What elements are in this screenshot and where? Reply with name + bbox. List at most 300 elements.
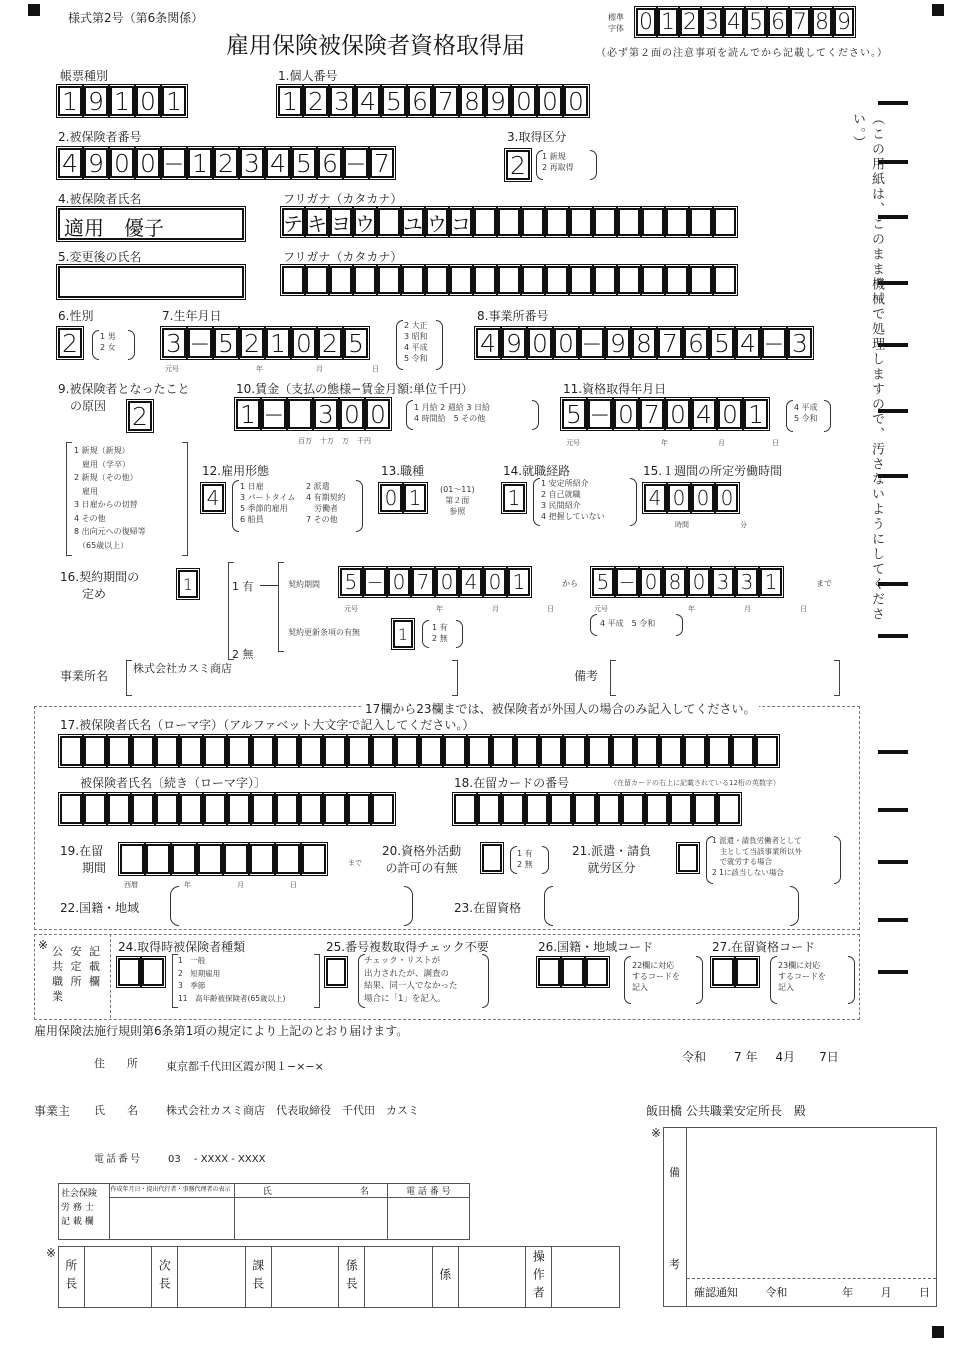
digit-box[interactable]: 3 bbox=[314, 399, 338, 429]
digit-box[interactable]: 0 bbox=[668, 484, 690, 512]
digit-box[interactable]: 4 bbox=[476, 328, 500, 358]
bracket bbox=[456, 620, 463, 648]
digit-box[interactable]: 1 bbox=[278, 86, 302, 116]
char-box[interactable] bbox=[156, 736, 178, 766]
stamp-cell[interactable] bbox=[552, 1247, 620, 1308]
digit-box[interactable]: 8 bbox=[664, 568, 686, 596]
char-box[interactable] bbox=[132, 736, 154, 766]
char-box[interactable] bbox=[300, 736, 322, 766]
digit-box[interactable]: 3 bbox=[330, 86, 354, 116]
digit-box[interactable]: 6 bbox=[684, 328, 708, 358]
char-box[interactable] bbox=[120, 844, 144, 874]
digit-box[interactable] bbox=[666, 266, 688, 294]
digit-box[interactable] bbox=[594, 266, 616, 294]
digit-box[interactable] bbox=[450, 266, 472, 294]
char-box[interactable] bbox=[276, 736, 298, 766]
birthdate-input[interactable] bbox=[162, 328, 368, 358]
digit-box[interactable] bbox=[474, 266, 496, 294]
digit-box[interactable]: 0 bbox=[528, 328, 552, 358]
digit-box[interactable]: 9 bbox=[834, 8, 854, 36]
digit-box[interactable]: 2 bbox=[240, 328, 264, 358]
char-box[interactable] bbox=[718, 794, 740, 824]
digit-box[interactable]: 9 bbox=[84, 148, 108, 178]
insured-number-label: 2.被保険者番号 bbox=[58, 130, 142, 144]
char-box[interactable] bbox=[586, 958, 608, 986]
char-box[interactable] bbox=[454, 794, 476, 824]
digit-box[interactable] bbox=[354, 266, 376, 294]
gender-label: 6.性別 bbox=[58, 309, 94, 323]
gender-input[interactable]: 2 bbox=[58, 328, 82, 358]
digit-box[interactable]: 5 bbox=[344, 328, 368, 358]
digit-box[interactable]: 4 bbox=[266, 148, 290, 178]
residence-status-input[interactable] bbox=[554, 890, 790, 920]
bracket bbox=[590, 150, 597, 180]
digit-box[interactable]: 0 bbox=[366, 399, 390, 429]
digit-box[interactable]: 0 bbox=[136, 86, 160, 116]
option-line: 1 派遣・請負労働者として bbox=[712, 836, 802, 845]
until-suffix: まで bbox=[348, 859, 362, 867]
sharoshi-side-label: 社会保険 労 務 士 記 載 欄 bbox=[59, 1184, 110, 1240]
digit-box[interactable] bbox=[378, 208, 400, 236]
bracket bbox=[66, 442, 72, 556]
digit-box[interactable]: 2 bbox=[304, 86, 328, 116]
digit-box[interactable] bbox=[642, 208, 664, 236]
digit-box[interactable]: 0 bbox=[110, 148, 134, 178]
bracket bbox=[436, 320, 443, 370]
char-box[interactable] bbox=[468, 736, 490, 766]
char-box[interactable] bbox=[228, 736, 250, 766]
digit-box[interactable]: 0 bbox=[340, 399, 364, 429]
digit-box[interactable]: 6 bbox=[768, 8, 788, 36]
char-box[interactable] bbox=[60, 736, 82, 766]
digit-box[interactable]: 1 bbox=[508, 568, 530, 596]
renewal-label: 契約更新条項の有無 bbox=[288, 628, 360, 637]
registration-mark-top-left bbox=[28, 4, 40, 16]
office-name-label: 事業所名 bbox=[60, 669, 109, 683]
digit-box[interactable]: 1 bbox=[236, 399, 260, 429]
digit-box[interactable]: 5 bbox=[340, 568, 362, 596]
char-box[interactable] bbox=[198, 844, 222, 874]
ledger-type-input[interactable] bbox=[58, 86, 186, 116]
digit-box[interactable] bbox=[498, 208, 520, 236]
bracket bbox=[848, 956, 855, 1004]
digit-box[interactable]: 8 bbox=[632, 328, 656, 358]
residence-card-input[interactable] bbox=[454, 794, 740, 824]
char-box[interactable] bbox=[516, 736, 538, 766]
char-box[interactable] bbox=[276, 794, 298, 824]
digit-box[interactable]: 0 bbox=[692, 484, 714, 512]
digit-box[interactable] bbox=[330, 266, 352, 294]
era-caption: 元号 bbox=[165, 365, 179, 373]
acquisition-date-input[interactable] bbox=[562, 399, 768, 429]
wage-input[interactable] bbox=[236, 399, 390, 429]
digit-box[interactable]: − bbox=[263, 399, 285, 429]
employment-type-input[interactable]: 4 bbox=[202, 484, 224, 512]
digit-box[interactable] bbox=[282, 266, 304, 294]
remarks-input[interactable] bbox=[616, 662, 834, 692]
duplicate-check-input[interactable] bbox=[326, 958, 346, 986]
digit-box[interactable]: 6 bbox=[408, 86, 432, 116]
insured-type-label: 24.取得時被保険者種類 bbox=[118, 940, 246, 954]
changed-name-input[interactable] bbox=[58, 266, 244, 298]
digit-box[interactable]: 4 bbox=[356, 86, 380, 116]
job-route-input[interactable]: 1 bbox=[503, 484, 525, 512]
digit-box[interactable]: 0 bbox=[666, 399, 690, 429]
char-box[interactable] bbox=[180, 794, 202, 824]
weekly-hours-label: 15.１週間の所定労働時間 bbox=[643, 464, 783, 478]
option-line: 出力されたが、調査の bbox=[364, 968, 450, 979]
char-box[interactable] bbox=[712, 958, 734, 986]
digit-box[interactable] bbox=[714, 266, 736, 294]
digit-box[interactable]: 7 bbox=[434, 86, 458, 116]
digit-box[interactable]: 1 bbox=[744, 399, 768, 429]
digit-box[interactable]: 1 bbox=[188, 148, 212, 178]
digit-box[interactable] bbox=[594, 208, 616, 236]
digit-box[interactable] bbox=[690, 208, 712, 236]
digit-box[interactable]: 7 bbox=[790, 8, 810, 36]
digit-box[interactable] bbox=[570, 208, 592, 236]
char-box[interactable] bbox=[372, 794, 394, 824]
digit-box[interactable]: 7 bbox=[370, 148, 394, 178]
char-box[interactable] bbox=[252, 736, 274, 766]
cause-input[interactable]: 2 bbox=[128, 401, 152, 431]
digit-box[interactable]: 5 bbox=[710, 328, 734, 358]
char-box[interactable] bbox=[108, 794, 130, 824]
char-box[interactable] bbox=[348, 794, 370, 824]
char-box[interactable] bbox=[118, 958, 140, 986]
digit-box[interactable]: 5 bbox=[214, 328, 238, 358]
char-box[interactable] bbox=[372, 736, 394, 766]
nationality-code-input[interactable] bbox=[538, 958, 608, 986]
sharoshi-date-cell[interactable] bbox=[110, 1198, 234, 1240]
digit-box[interactable]: 1 bbox=[162, 86, 186, 116]
digit-box[interactable]: ウ bbox=[354, 208, 376, 236]
char-box[interactable] bbox=[108, 736, 130, 766]
digit-box[interactable]: 4 bbox=[736, 328, 760, 358]
occupation-label: 13.職種 bbox=[381, 464, 425, 478]
digit-box[interactable]: 0 bbox=[436, 568, 458, 596]
digit-box[interactable]: 5 bbox=[592, 568, 614, 596]
digit-box[interactable]: 0 bbox=[388, 568, 410, 596]
digit-box[interactable]: 1 bbox=[404, 484, 426, 512]
char-box[interactable] bbox=[324, 794, 346, 824]
char-box[interactable] bbox=[708, 736, 730, 766]
address-value: 東京都千代田区霞が関１−×−× bbox=[166, 1060, 324, 1073]
digit-box[interactable] bbox=[288, 399, 312, 429]
char-box[interactable] bbox=[540, 736, 562, 766]
digit-box[interactable]: 4 bbox=[724, 8, 744, 36]
char-box[interactable] bbox=[574, 794, 596, 824]
digit-box[interactable]: 4 bbox=[460, 568, 482, 596]
char-box[interactable] bbox=[660, 736, 682, 766]
char-box[interactable] bbox=[224, 844, 248, 874]
char-box[interactable] bbox=[300, 794, 322, 824]
option-line: 2 短期雇用 bbox=[178, 968, 221, 978]
char-box[interactable] bbox=[538, 958, 560, 986]
digit-box[interactable]: − bbox=[189, 328, 211, 358]
char-box[interactable] bbox=[736, 958, 758, 986]
char-box[interactable] bbox=[684, 736, 706, 766]
digit-box[interactable]: 3 bbox=[736, 568, 758, 596]
digit-box[interactable]: ユ bbox=[402, 208, 424, 236]
digit-box[interactable] bbox=[618, 266, 640, 294]
digit-box[interactable] bbox=[306, 266, 328, 294]
option-line: 5 令和 bbox=[404, 354, 428, 363]
char-box[interactable] bbox=[694, 794, 716, 824]
contract-end-date-input[interactable] bbox=[592, 568, 782, 596]
char-box[interactable] bbox=[302, 844, 326, 874]
digit-box[interactable]: 1 bbox=[658, 8, 678, 36]
char-box[interactable] bbox=[84, 736, 106, 766]
option-line: するコードを bbox=[778, 972, 826, 981]
char-box[interactable] bbox=[396, 736, 418, 766]
option-line: 2 新規（その他） bbox=[74, 473, 138, 482]
digit-box[interactable]: ウ bbox=[426, 208, 448, 236]
digit-box[interactable]: − bbox=[589, 399, 611, 429]
status-code-input[interactable] bbox=[712, 958, 758, 986]
approval-stamp-table bbox=[58, 1246, 620, 1308]
digit-box[interactable]: 0 bbox=[554, 328, 578, 358]
digit-box[interactable] bbox=[618, 208, 640, 236]
digit-box[interactable]: 3 bbox=[788, 328, 812, 358]
contract-start-date-input[interactable] bbox=[340, 568, 530, 596]
contract-period-input[interactable]: 1 bbox=[178, 570, 198, 598]
office-name-value[interactable]: 株式会社カスミ商店 bbox=[133, 662, 232, 675]
digit-box[interactable]: 5 bbox=[382, 86, 406, 116]
char-box[interactable] bbox=[228, 794, 250, 824]
timing-mark bbox=[878, 860, 908, 864]
digit-box[interactable]: 0 bbox=[564, 86, 588, 116]
digit-box[interactable] bbox=[570, 266, 592, 294]
stay-period-input[interactable] bbox=[120, 844, 326, 874]
char-box[interactable] bbox=[142, 958, 164, 986]
submission-date: 令和 7 年 4月 7日 bbox=[682, 1050, 839, 1064]
digit-box[interactable] bbox=[474, 208, 496, 236]
char-box[interactable] bbox=[550, 794, 572, 824]
digit-box[interactable] bbox=[714, 208, 736, 236]
office-use-mark: ※ bbox=[38, 938, 49, 952]
char-box[interactable] bbox=[526, 794, 548, 824]
stamp-cell[interactable] bbox=[84, 1247, 152, 1308]
sharoshi-phone-cell[interactable] bbox=[387, 1198, 469, 1240]
nationality-code-label: 26.国籍・地域コード bbox=[538, 940, 654, 954]
char-box[interactable] bbox=[588, 736, 610, 766]
roman-name-input[interactable] bbox=[60, 736, 778, 766]
option-line: するコードを bbox=[632, 972, 680, 981]
digit-box[interactable]: 0 bbox=[512, 86, 536, 116]
char-box[interactable] bbox=[636, 736, 658, 766]
acquisition-date-label: 11.資格取得年月日 bbox=[563, 382, 667, 396]
digit-box[interactable]: 5 bbox=[746, 8, 766, 36]
digit-box[interactable]: 9 bbox=[502, 328, 526, 358]
acquisition-type-input[interactable]: 2 bbox=[506, 150, 530, 180]
digit-box[interactable]: 1 bbox=[760, 568, 782, 596]
char-box[interactable] bbox=[670, 794, 692, 824]
char-box[interactable] bbox=[204, 736, 226, 766]
renewal-input[interactable]: 1 bbox=[393, 620, 413, 648]
year-caption: 年 bbox=[256, 365, 263, 373]
insured-type-input[interactable] bbox=[118, 958, 164, 986]
digit-box[interactable]: 7 bbox=[412, 568, 434, 596]
char-box[interactable] bbox=[564, 736, 586, 766]
bracket bbox=[624, 956, 631, 1004]
digit-box[interactable]: 8 bbox=[812, 8, 832, 36]
char-box[interactable] bbox=[276, 844, 300, 874]
digit-box[interactable]: − bbox=[763, 328, 785, 358]
digit-box[interactable] bbox=[378, 266, 400, 294]
digit-box[interactable]: − bbox=[616, 568, 638, 596]
digit-box[interactable]: コ bbox=[450, 208, 472, 236]
digit-box[interactable] bbox=[546, 266, 568, 294]
option-line: 3 季節 bbox=[178, 981, 206, 990]
char-box[interactable] bbox=[348, 736, 370, 766]
char-box[interactable] bbox=[132, 794, 154, 824]
digit-box[interactable]: 7 bbox=[658, 328, 682, 358]
char-box[interactable] bbox=[502, 794, 524, 824]
birthdate-label: 7.生年月日 bbox=[162, 309, 222, 323]
digit-box[interactable]: 3 bbox=[240, 148, 264, 178]
digit-box[interactable]: 0 bbox=[538, 86, 562, 116]
status-code-label: 27.在留資格コード bbox=[712, 940, 816, 954]
office-remarks-input[interactable] bbox=[688, 1130, 934, 1276]
digit-box[interactable]: 3 bbox=[702, 8, 722, 36]
char-box[interactable] bbox=[172, 844, 196, 874]
digit-box[interactable]: − bbox=[163, 148, 185, 178]
option-line: 4 平成 bbox=[794, 403, 818, 412]
stamp-cell[interactable] bbox=[271, 1247, 339, 1308]
insured-name-input[interactable]: 適用 優子 bbox=[58, 208, 244, 240]
sharoshi-col3-header: 電 話 番 号 bbox=[387, 1184, 469, 1198]
status-code-note bbox=[778, 960, 826, 993]
char-box[interactable] bbox=[646, 794, 668, 824]
digit-box[interactable]: 4 bbox=[58, 148, 82, 178]
digit-box[interactable]: 4 bbox=[692, 399, 716, 429]
personal-number-input[interactable] bbox=[278, 86, 588, 116]
digit-box[interactable]: 1 bbox=[266, 328, 290, 358]
digit-box[interactable]: 1 bbox=[110, 86, 134, 116]
digit-box[interactable] bbox=[498, 266, 520, 294]
digit-box[interactable]: キ bbox=[306, 208, 328, 236]
digit-box[interactable]: − bbox=[364, 568, 386, 596]
char-box[interactable] bbox=[756, 736, 778, 766]
contract-period-caption: 契約期間 bbox=[288, 580, 320, 589]
digit-box[interactable]: 9 bbox=[606, 328, 630, 358]
changed-furigana-input[interactable] bbox=[282, 266, 736, 294]
char-box[interactable] bbox=[156, 794, 178, 824]
confirmation-notice: 確認通知 令和 年 月 日 bbox=[694, 1286, 930, 1299]
digit-box[interactable]: 0 bbox=[636, 8, 656, 36]
digit-box[interactable]: 4 bbox=[644, 484, 666, 512]
digit-box[interactable] bbox=[522, 208, 544, 236]
contract-yes-option: 1 有 bbox=[232, 580, 254, 593]
digit-box[interactable]: 7 bbox=[640, 399, 664, 429]
char-box[interactable] bbox=[562, 958, 584, 986]
bracket bbox=[452, 660, 458, 696]
insured-number-input[interactable] bbox=[58, 148, 394, 178]
digit-box[interactable]: ヨ bbox=[330, 208, 352, 236]
occupation-input[interactable] bbox=[380, 484, 426, 512]
digit-box[interactable]: 2 bbox=[680, 8, 700, 36]
digit-box[interactable]: 0 bbox=[484, 568, 506, 596]
option-line: 3 パートタイム bbox=[240, 493, 296, 502]
nationality-input[interactable] bbox=[180, 890, 406, 920]
digit-box[interactable]: 0 bbox=[380, 484, 402, 512]
sharoshi-name-cell[interactable] bbox=[234, 1198, 387, 1240]
char-box[interactable] bbox=[612, 736, 634, 766]
digit-box[interactable]: 3 bbox=[712, 568, 734, 596]
char-box[interactable] bbox=[478, 794, 500, 824]
wage-units: 百万 十万 万 千円 bbox=[298, 437, 371, 445]
digit-box[interactable]: − bbox=[345, 148, 367, 178]
char-box[interactable] bbox=[492, 736, 514, 766]
weekly-hours-input[interactable] bbox=[644, 484, 738, 512]
char-box[interactable] bbox=[252, 794, 274, 824]
char-box[interactable] bbox=[420, 736, 442, 766]
side-notice: （この用紙は、このまま機械で処理しますので、汚さないようにしてください。） bbox=[850, 112, 884, 622]
digit-box[interactable]: 0 bbox=[640, 568, 662, 596]
digit-box[interactable]: − bbox=[581, 328, 603, 358]
digit-box[interactable]: 5 bbox=[292, 148, 316, 178]
activity-permit-input[interactable] bbox=[482, 844, 502, 872]
digit-box[interactable]: 0 bbox=[716, 484, 738, 512]
digit-box[interactable]: テ bbox=[282, 208, 304, 236]
digit-box[interactable] bbox=[402, 266, 424, 294]
char-box[interactable] bbox=[598, 794, 620, 824]
char-box[interactable] bbox=[204, 794, 226, 824]
digit-box[interactable] bbox=[426, 266, 448, 294]
furigana-input[interactable] bbox=[282, 208, 736, 236]
digit-box[interactable]: 8 bbox=[460, 86, 484, 116]
digit-box[interactable] bbox=[642, 266, 664, 294]
dispatch-input[interactable] bbox=[678, 844, 698, 872]
roman-name-continued-input[interactable] bbox=[60, 794, 394, 824]
char-box[interactable] bbox=[324, 736, 346, 766]
digit-box[interactable]: 9 bbox=[84, 86, 108, 116]
office-number-input[interactable] bbox=[476, 328, 812, 358]
char-box[interactable] bbox=[180, 736, 202, 766]
digit-box[interactable]: 2 bbox=[214, 148, 238, 178]
digit-box[interactable]: 5 bbox=[562, 399, 586, 429]
bracket bbox=[314, 954, 320, 1008]
digit-box[interactable] bbox=[522, 266, 544, 294]
bracket bbox=[630, 478, 637, 526]
char-box[interactable] bbox=[60, 794, 82, 824]
digit-box[interactable]: 0 bbox=[718, 399, 742, 429]
digit-box[interactable] bbox=[690, 266, 712, 294]
digit-box[interactable] bbox=[546, 208, 568, 236]
digit-box[interactable]: 3 bbox=[162, 328, 186, 358]
digit-box[interactable]: 6 bbox=[318, 148, 342, 178]
digit-box[interactable]: 0 bbox=[614, 399, 638, 429]
digit-box[interactable]: 1 bbox=[58, 86, 82, 116]
digit-box[interactable]: 0 bbox=[688, 568, 710, 596]
char-box[interactable] bbox=[444, 736, 466, 766]
stamp-cell[interactable] bbox=[178, 1247, 246, 1308]
digit-box[interactable] bbox=[666, 208, 688, 236]
contract-era-options: 4 平成 5 令和 bbox=[600, 619, 656, 628]
char-box[interactable] bbox=[732, 736, 754, 766]
digit-box[interactable]: 9 bbox=[486, 86, 510, 116]
char-box[interactable] bbox=[84, 794, 106, 824]
char-box[interactable] bbox=[250, 844, 274, 874]
digit-box[interactable]: 0 bbox=[292, 328, 316, 358]
stamp-cell[interactable] bbox=[365, 1247, 433, 1308]
stamp-cell[interactable] bbox=[458, 1247, 526, 1308]
char-box[interactable] bbox=[146, 844, 170, 874]
digit-box[interactable]: 2 bbox=[318, 328, 342, 358]
char-box[interactable] bbox=[622, 794, 644, 824]
digit-box[interactable]: 0 bbox=[136, 148, 160, 178]
